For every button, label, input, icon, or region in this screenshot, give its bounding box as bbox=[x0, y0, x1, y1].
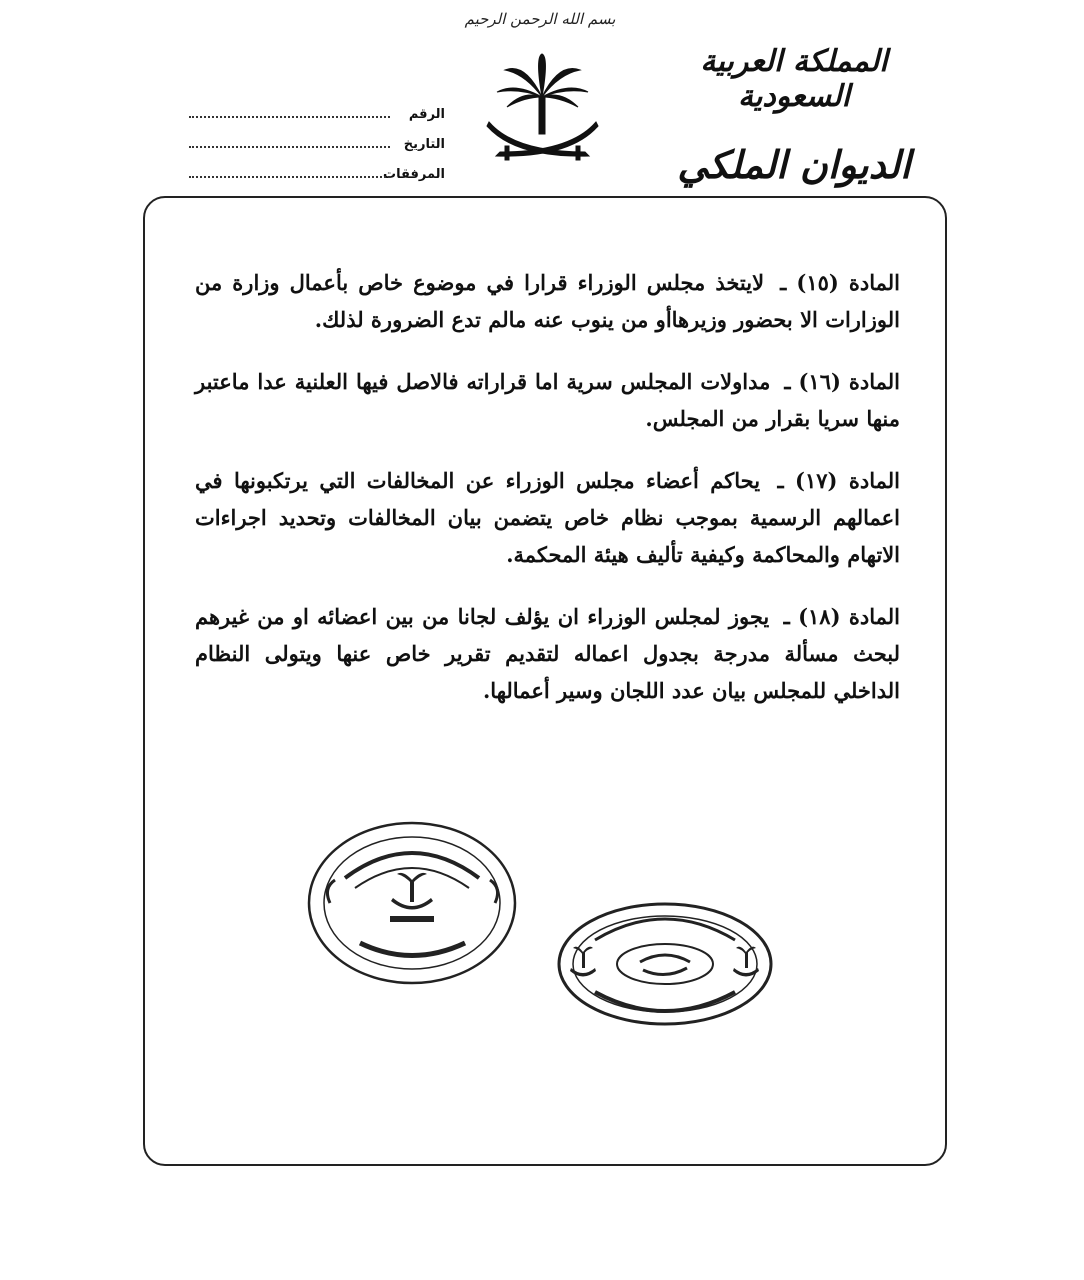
date-field bbox=[185, 122, 445, 152]
royal-court-name: الديوان الملكي bbox=[677, 142, 911, 187]
date-label: التاريخ bbox=[403, 137, 445, 152]
date-line bbox=[189, 146, 390, 148]
reference-fields bbox=[185, 92, 445, 182]
number-line bbox=[189, 116, 390, 118]
article-label: المادة (١٨) ـ bbox=[783, 604, 900, 629]
attachments-label: المرفقات bbox=[383, 167, 445, 182]
article-text: يحاكم أعضاء مجلس الوزراء عن المخالفات التي يرتكبونها في اعمالهم الرسمية بموجب نظام خاص يتضمن بيان المخالفات وتحديد اجراءات الاتهام والمحاكمة وكيفية تأليف هيئة المحكمة. bbox=[195, 468, 900, 567]
article-16 bbox=[195, 363, 900, 437]
article-label: المادة (١٧) ـ bbox=[777, 468, 901, 493]
kingdom-name: المملكة العربية السعودية bbox=[700, 44, 888, 114]
attachments-field bbox=[185, 152, 445, 182]
palm-swords-emblem-icon bbox=[485, 52, 600, 172]
article-label: المادة (١٥) ـ bbox=[780, 270, 901, 295]
issuer-block bbox=[664, 44, 924, 187]
article-text: يجوز لمجلس الوزراء ان يؤلف لجانا من بين اعضائه او من غيرهم لبحث مسألة مدرجة بجدول اعماله لتقديم تقرير خاص عنها ويتولى النظام الداخلي للمجلس بيان عدد اللجان وسير أعمالها. bbox=[195, 604, 900, 703]
attachments-line bbox=[189, 176, 390, 178]
letterhead bbox=[0, 0, 1084, 190]
article-18 bbox=[195, 598, 900, 709]
basmala: بسم الله الرحمن الرحيم bbox=[464, 10, 616, 28]
article-17 bbox=[195, 462, 900, 573]
article-text: لايتخذ مجلس الوزراء قرارا في موضوع خاص بأعمال وزارة من الوزارات الا بحضور وزيرهاأو من ينوب عنه مالم تدع الضرورة لذلك. bbox=[195, 270, 900, 332]
number-label: الرقم bbox=[408, 107, 445, 122]
council-presidency-seal-icon bbox=[555, 900, 775, 1028]
article-text: مداولات المجلس سرية اما قراراته فالاصل فيها العلنية عدا ماعتبر منها سريا بقرار من المجلس. bbox=[195, 369, 900, 431]
article-15 bbox=[195, 264, 900, 338]
article-label: المادة (١٦) ـ bbox=[784, 369, 901, 394]
number-field bbox=[185, 92, 445, 122]
royal-court-seal-icon bbox=[305, 818, 520, 988]
articles-list bbox=[195, 264, 900, 734]
